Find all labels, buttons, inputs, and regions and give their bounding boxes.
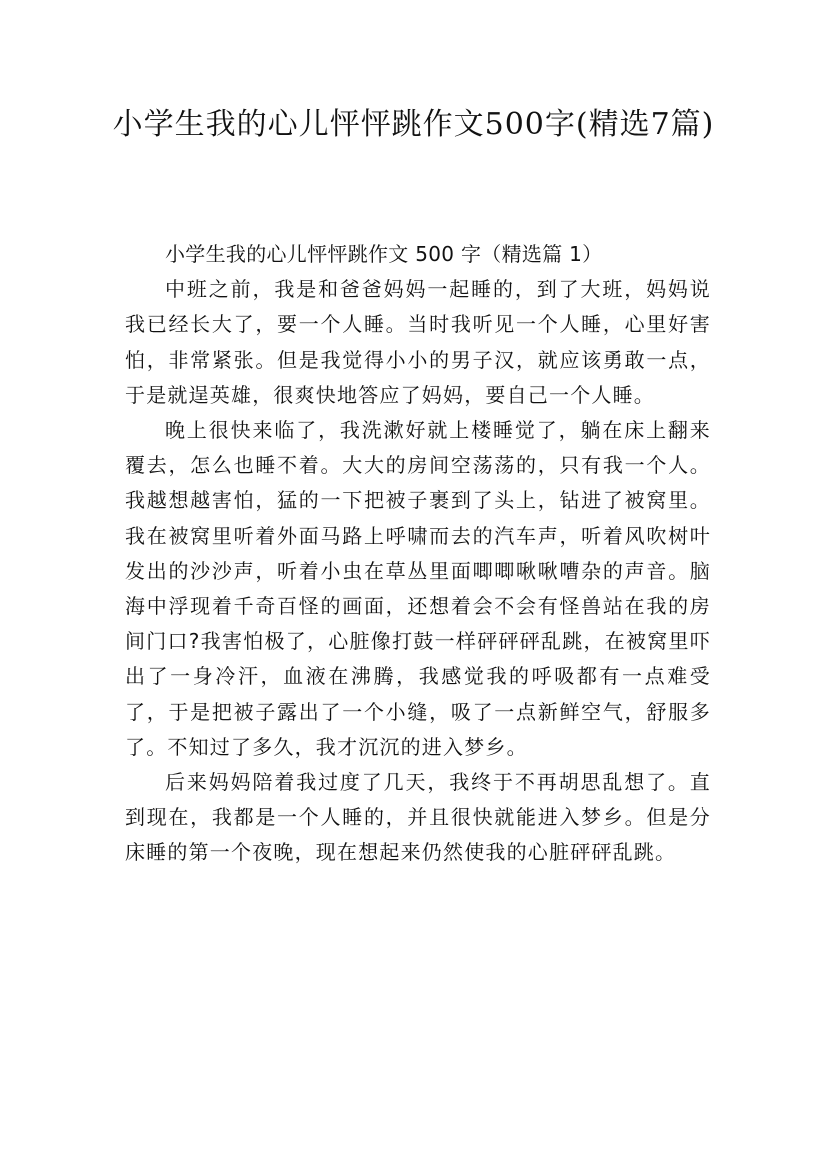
document-title: 小学生我的心儿怦怦跳作文500字(精选7篇) xyxy=(112,107,715,142)
section-subtitle: 小学生我的心儿怦怦跳作文 500 字（精选篇 1） xyxy=(165,242,603,266)
paragraph: 后来妈妈陪着我过度了几天，我终于不再胡思乱想了。直到现在，我都是一个人睡的，并且很快就能进入梦乡。但是分床睡的第一个夜晚，现在想起来仍然使我的心脏砰砰乱跳。 xyxy=(125,770,711,865)
paragraph: 晚上很快来临了，我洗漱好就上楼睡觉了，躺在床上翻来覆去，怎么也睡不着。大大的房间空荡荡的，只有我一个人。我越想越害怕，猛的一下把被子裹到了头上，钻进了被窝里。我在被窝里听着外面马路上呼啸而去的汽车声，听着风吹树叶发出的沙沙声，听着小虫在草丛里面唧唧啾啾嘈杂的声音。脑海中浮现着千奇百怪的画面，还想着会不会有怪兽站在我的房间门口?我害怕极了，心脏像打鼓一样砰砰砰乱跳，在被窝里吓出了一身冷汗，血液在沸腾，我感觉我的呼吸都有一点难受了，于是把被子露出了一个小缝，吸了一点新鲜空气，舒服多了。不知过了多久，我才沉沉的进入梦乡。 xyxy=(125,418,711,759)
paragraph: 中班之前，我是和爸爸妈妈一起睡的，到了大班，妈妈说我已经长大了，要一个人睡。当时我听见一个人睡，心里好害怕，非常紧张。但是我觉得小小的男子汉，就应该勇敢一点，于是就逞英雄，很爽快地答应了妈妈，要自己一个人睡。 xyxy=(125,277,711,407)
document-body xyxy=(125,237,711,871)
